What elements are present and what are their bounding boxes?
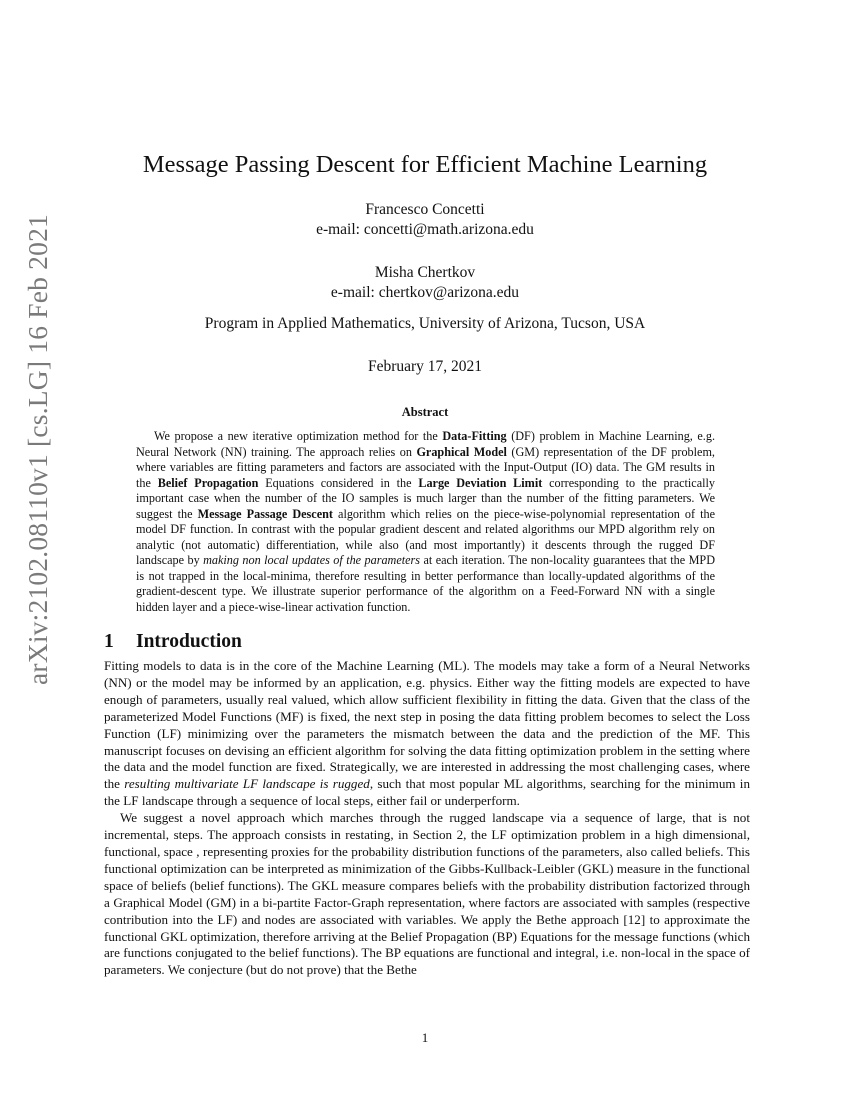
author-email: e-mail: chertkov@arizona.edu <box>330 284 520 301</box>
section-body <box>104 658 750 979</box>
paragraph-2: We suggest a novel approach which marches through the rugged landscape via a sequence of large, that is not incremental, steps. The approach consists in restating, in Section 2, the LF optimization problem in a high dimensional, functional, space , representing proxies for the probability distribution functions of the parameters, also called beliefs. This functional optimization can be interpreted as minimization of the Gibbs-Kullback-Leibler (GKL) measure in the functional space of beliefs (belief functions). The GKL measure compares beliefs with the probability distribution factorized through a Graphical Model (GM) in a bi-partite Factor-Graph representation, where factors are associated with samples (respective contribution into the LF) and nodes are associated with variables. We apply the Bethe approach [12] to approximate the functional GKL optimization, therefore arriving at the Belief Propagation (BP) Equations for the message functions (which are functions conjugated to the belief functions). The BP equations are functional and integral, i.e. non-local in the space of parameters. We conjecture (but do not prove) that the Bethe <box>104 810 750 978</box>
arxiv-identifier: arXiv:2102.08110v1 [cs.LG] 16 Feb 2021 <box>22 214 53 685</box>
section-heading <box>104 631 242 653</box>
affiliation: Program in Applied Mathematics, University of Arizona, Tucson, USA <box>204 315 646 332</box>
date: February 17, 2021 <box>367 358 483 375</box>
author-email: e-mail: concetti@math.arizona.edu <box>316 221 534 238</box>
author-name: Francesco Concetti <box>365 201 485 218</box>
author-1 <box>0 200 850 240</box>
paper-title: Message Passing Descent for Efficient Machine Learning <box>142 151 708 178</box>
abstract-heading: Abstract <box>401 405 449 419</box>
paragraph-1: Fitting models to data is in the core of the Machine Learning (ML). The models may take a form of a Neural Networks (NN) or the model may be informed by an application, e.g. physics. Either way the fitting models are expected to have enough of parameters, usually real valued, which allow sufficient flexibility in fitting the data. Given that the class of the parameterized Model Functions (MF) is fixed, the next step in posing the data fitting problem becomes to select the Loss Function (LF) minimizing over the parameters the mismatch between the data and the prediction of the MF. This manuscript focuses on devising an efficient algorithm for solving the data fitting optimization problem in the setting where the data and the model function are fixed. Strategically, we are interested in addressing the most challenging cases, where the resulting multivariate LF landscape is rugged, such that most popular ML algorithms, searching for the minimum in the LF landscape through a sequence of local steps, either fail or underperform. <box>104 658 750 809</box>
abstract-paragraph: We propose a new iterative optimization method for the Data-Fitting (DF) problem in Machine Learning, e.g. Neural Network (NN) training. The approach relies on Graphical Model (GM) representation of the DF problem, where variables are fitting parameters and factors are associated with the Input-Output (IO) data. The GM results in the Belief Propagation Equations considered in the Large Deviation Limit corresponding to the practically important case when the number of the IO samples is much larger than the number of the fitting parameters. We suggest the Message Passage Descent algorithm which relies on the piece-wise-polynomial representation of the model DF function. In contrast with the popular gradient descent and related algorithms our MPD algorithm rely on analytic (not automatic) differentiation, while also (and most importantly) it descents through the rugged DF landscape by making non local updates of the parameters at each iteration. The non-locality guarantees that the MPD is not trapped in the local-minima, therefore resulting in better performance than locally-updated algorithms of the gradient-descent type. We illustrate superior performance of the algorithm on a Feed-Forward NN with a single hidden layer and a piece-wise-linear activation function. <box>136 429 715 615</box>
author-2 <box>0 263 850 303</box>
section-title: Introduction <box>136 631 242 652</box>
author-name: Misha Chertkov <box>374 264 476 281</box>
abstract-body <box>136 429 715 616</box>
page-number: 1 <box>421 1030 429 1045</box>
section-number: 1 <box>104 631 114 652</box>
